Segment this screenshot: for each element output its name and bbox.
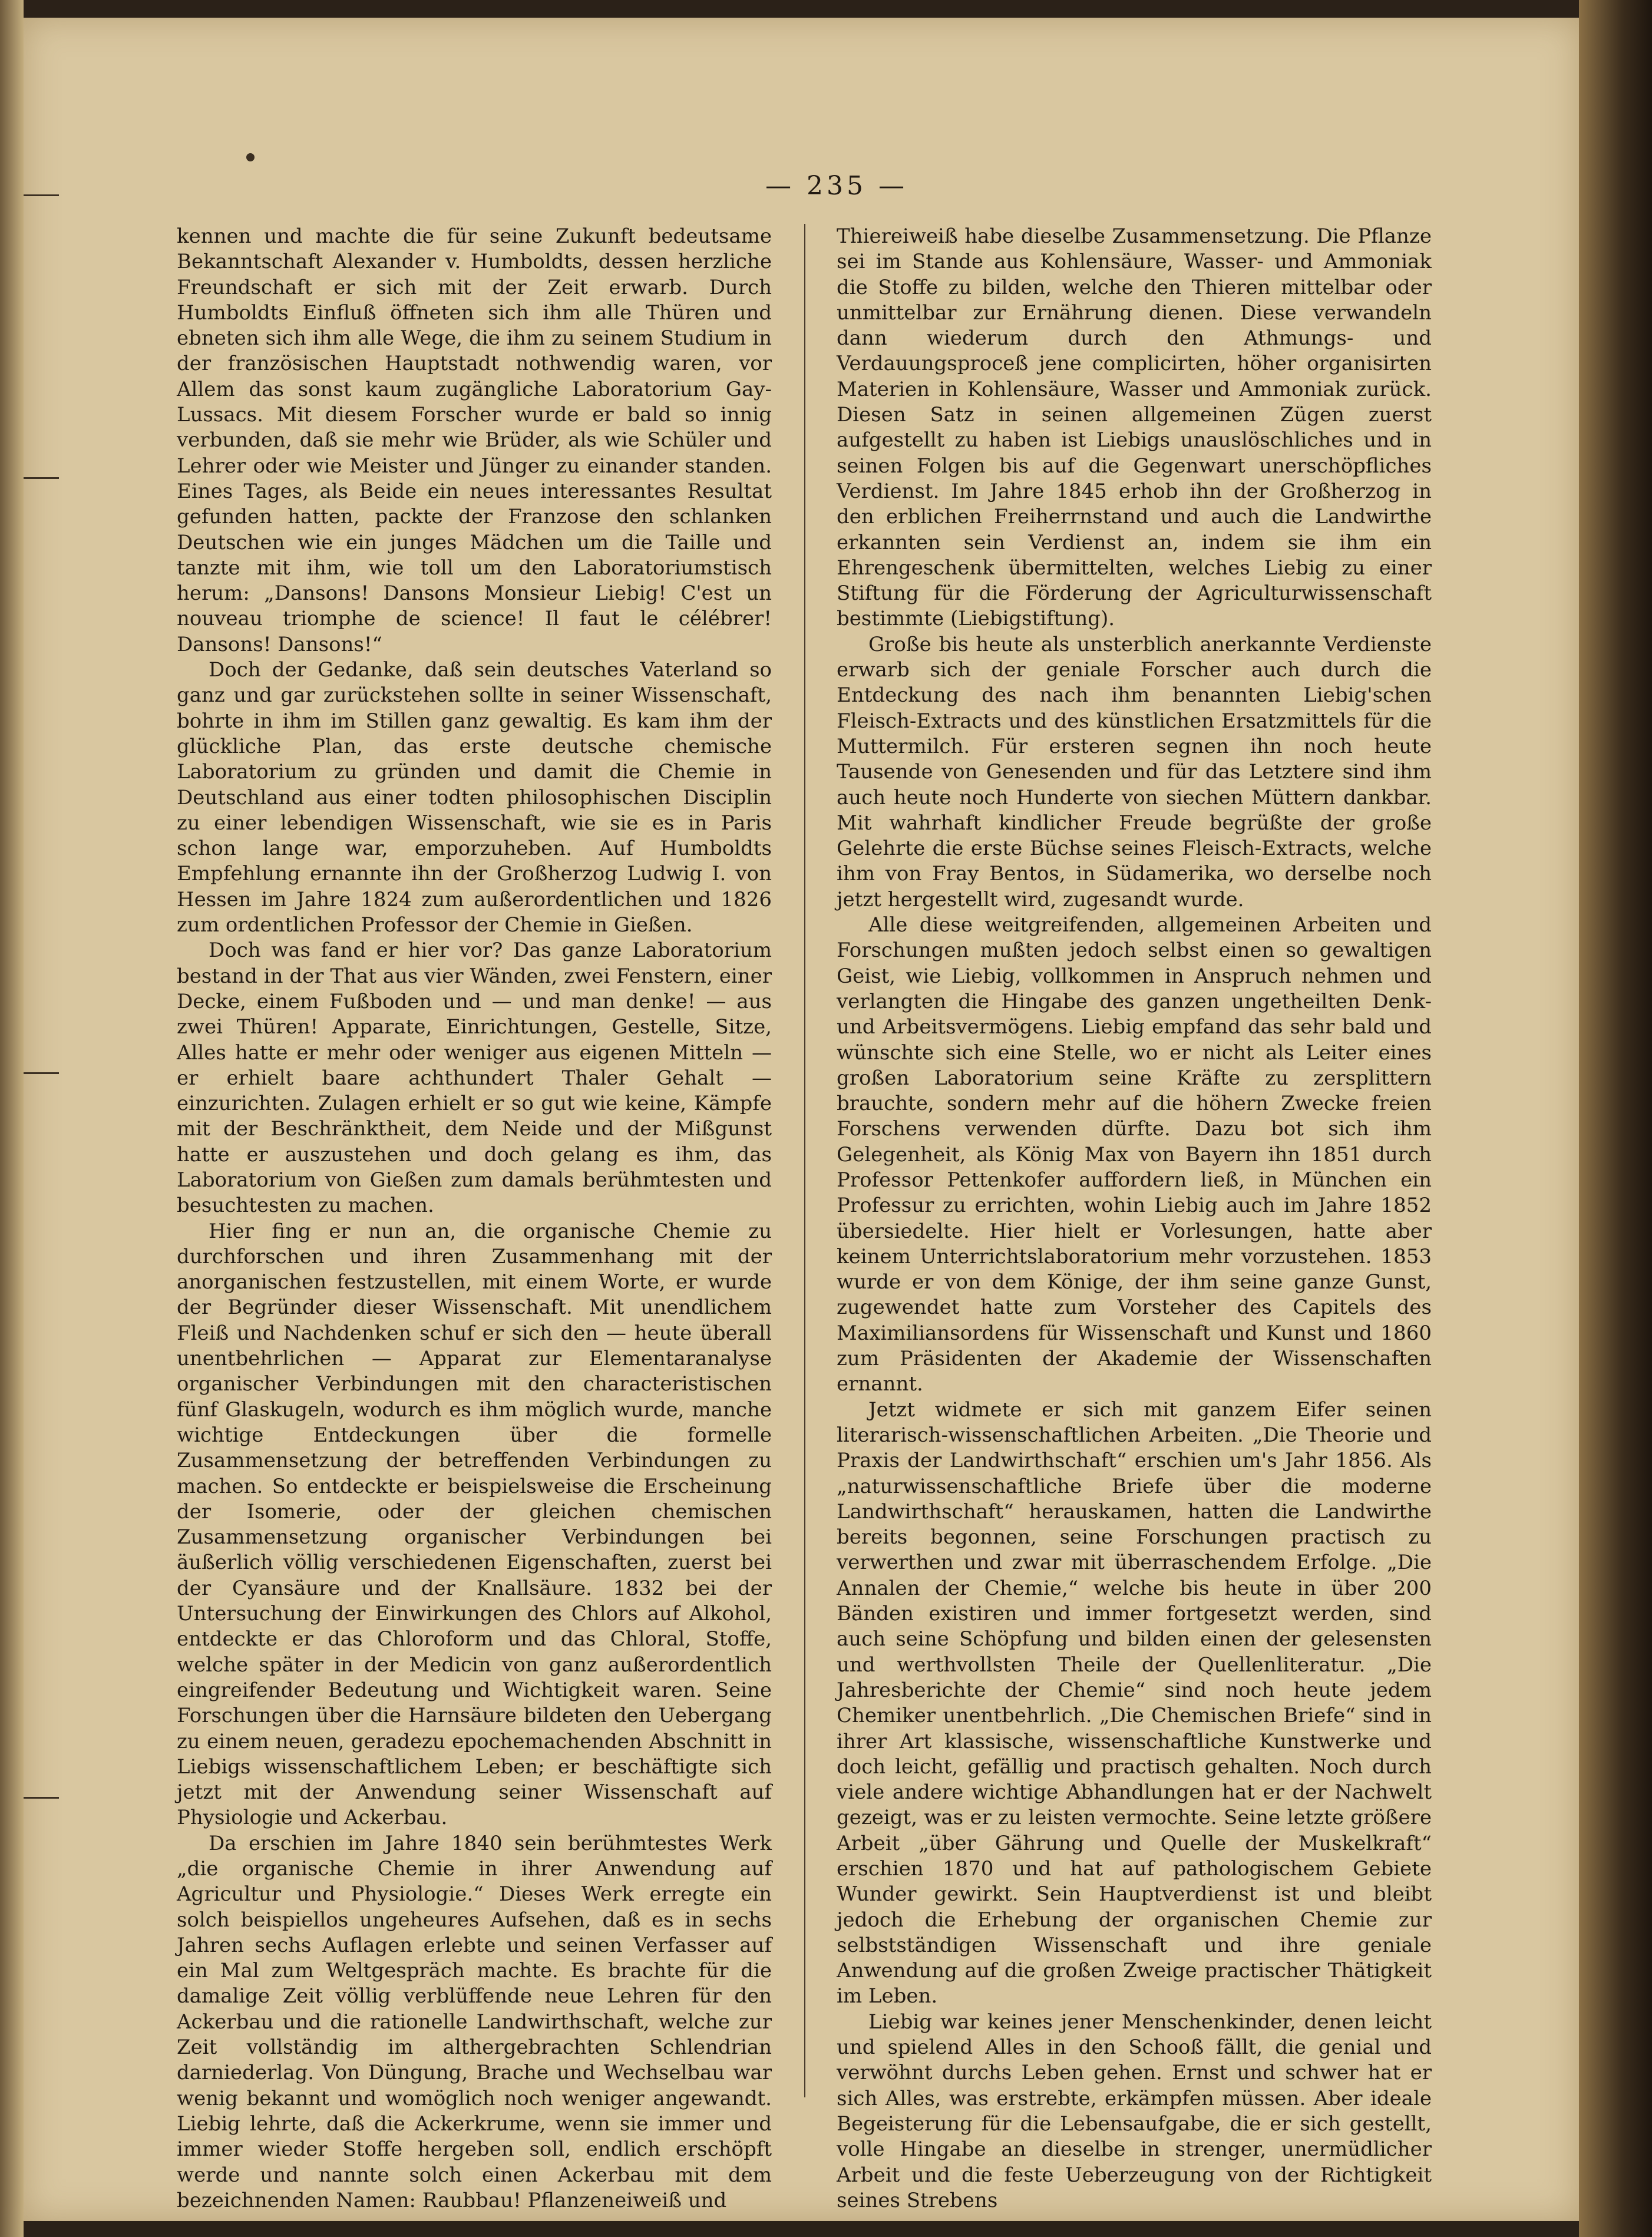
paragraph: Hier fing er nun an, die organische Chemie zu durchforschen und ihren Zusammenhang mit der anorganischen festzustellen, mit einem Worte, er wurde der Begründer dieser Wissenschaft. Mit unendlichem Fleiß und Nachdenken schuf er sich den — heute überall unentbehrlichen — Apparat zur Elementaranalyse organischer Verbindungen mit den characteristischen fünf Glaskugeln, wodurch es ihm möglich wurde, manche wichtige Entdeckungen über die formelle Zusammensetzung der betreffenden Verbindungen zu machen. So entdeckte er beispielsweise die Erscheinung der Isomerie, oder der gleichen chemischen Zusammensetzung organischer Verbindungen bei äußerlich völlig verschiedenen Eigenschaften, zuerst bei der Cyansäure und der Knallsäure. 1832 bei der Untersuchung der Einwirkungen des Chlors auf Alkohol, entdeckte er das Chloroform und das Chloral, Stoffe, welche später in der Medicin von ganz außerordentlich eingreifender Bedeutung und Wichtigkeit waren. Seine Forschungen über die Harnsäure bildeten den Uebergang zu einem neuen, geradezu epochemachenden Abschnitt in Liebigs wissenschaftlichem Leben; er beschäftigte sich jetzt mit der Anwendung seiner Wissenschaft auf Physiologie und Ackerbau. [177, 1219, 772, 1830]
ink-dot [246, 153, 255, 161]
book-edge [1579, 0, 1652, 2237]
paragraph: Thiereiweiß habe dieselbe Zusammensetzung. Die Pflanze sei im Stande aus Kohlensäure, Wasser- und Ammoniak die Stoffe zu bilden, welche den Thieren mittelbar oder unmittelbar zur Ernährung dienen. Diese verwandeln dann wiederum durch den Athmungs- und Verdauungsproceß jene complicirten, höher organisirten Materien in Kohlensäure, Wasser und Ammoniak zurück. Diesen Satz in seinen allgemeinen Zügen zuerst aufgestellt zu haben ist Liebigs unauslöschliches und in seinen Folgen bis auf die Gegenwart unerschöpfliches Verdienst. Im Jahre 1845 erhob ihn der Großherzog in den erblichen Freiherrnstand und auch die Landwirthe erkannten sein Verdienst an, indem sie ihm ein Ehrengeschenk übermittelten, welches Liebig zu einer Stiftung für die Förderung der Agriculturwissenschaft bestimmte (Liebigstiftung). [837, 224, 1432, 631]
margin-mark [24, 1797, 59, 1799]
page-number: — 235 — [765, 171, 908, 201]
paragraph: kennen und machte die für seine Zukunft bedeutsame Bekanntschaft Alexander v. Humboldts, dessen herzliche Freundschaft er sich mit der Zeit erwarb. Durch Humboldts Einfluß öffneten sich ihm alle Thüren und ebneten sich ihm alle Wege, die ihm zu seinem Studium in der französischen Hauptstadt nothwendig waren, vor Allem das sonst kaum zugängliche Laboratorium Gay-Lussacs. Mit diesem Forscher wurde er bald so innig verbunden, daß sie mehr wie Brüder, als wie Schüler und Lehrer oder wie Meister und Jünger zu einander standen. Eines Tages, als Beide ein neues interessantes Resultat gefunden hatten, packte der Franzose den schlanken Deutschen wie ein junges Mädchen um die Taille und tanzte mit ihm, wie toll um den Laboratoriumstisch herum: „Dansons! Dansons Monsieur Liebig! C'est un nouveau triomphe de science! Il faut le célébrer! Dansons! Dansons!“ [177, 224, 772, 656]
paragraph: Jetzt widmete er sich mit ganzem Eifer seinen literarisch-wissenschaftlichen Arbeiten. „Die Theorie und Praxis der Landwirthschaft“ erschien um's Jahr 1856. Als „naturwissenschaftliche Briefe über die moderne Landwirthschaft“ herauskamen, hatten die Landwirthe bereits begonnen, seine Forschungen practisch zu verwerthen und zwar mit überraschendem Erfolge. „Die Annalen der Chemie,“ welche bis heute in über 200 Bänden existiren und immer fortgesetzt werden, sind auch seine Schöpfung und bilden einen der gelesensten und werthvollsten Theile der Quellenliteratur. „Die Jahresberichte der Chemie“ sind noch heute jedem Chemiker unentbehrlich. „Die Chemischen Briefe“ sind in ihrer Art klassische, wissenschaftliche Kunstwerke und doch leicht, gefällig und practisch gehalten. Noch durch viele andere wichtige Abhandlungen hat er der Nachwelt gezeigt, was er zu leisten vermochte. Seine letzte größere Arbeit „über Gährung und Quelle der Muskelkraft“ erschien 1870 und hat auf pathologischem Gebiete Wunder gewirkt. Sein Hauptverdienst ist und bleibt jedoch die Erhebung der organischen Chemie zur selbstständigen Wissenschaft und ihre geniale Anwendung auf die großen Zweige practischer Thätigkeit im Leben. [837, 1397, 1432, 2008]
right-column [837, 224, 1432, 2213]
paragraph: Da erschien im Jahre 1840 sein berühmtestes Werk „die organische Chemie in ihrer Anwendung auf Agricultur und Physiologie.“ Dieses Werk erregte ein solch beispiellos ungeheures Aufsehen, daß es in sechs Jahren sechs Auflagen erlebte und seinen Verfasser auf ein Mal zum Weltgespräch machte. Es brachte für die damalige Zeit völlig verblüffende neue Lehren für den Ackerbau und die rationelle Landwirthschaft, welche zur Zeit vollständig im althergebrachten Schlendrian darniederlag. Von Düngung, Brache und Wechselbau war wenig bekannt und womöglich noch weniger angewandt. Liebig lehrte, daß die Ackerkrume, wenn sie immer und immer wieder Stoffe hergeben soll, endlich erschöpft werde und nannte solch einen Ackerbau mit dem bezeichnenden Namen: Raubbau! Pflanzeneiweiß und [177, 1831, 772, 2212]
margin-mark [24, 194, 59, 196]
paragraph: Doch was fand er hier vor? Das ganze Laboratorium bestand in der That aus vier Wänden, zwei Fenstern, einer Decke, einem Fußboden und — und man denke! — aus zwei Thüren! Apparate, Einrichtungen, Gestelle, Sitze, Alles hatte er mehr oder weniger aus eigenen Mitteln — er erhielt baare achthundert Thaler Gehalt — einzurichten. Zulagen erhielt er so gut wie keine, Kämpfe mit der Beschränktheit, dem Neide und der Mißgunst hatte er auszustehen und doch gelang es ihm, das Laboratorium von Gießen zum damals berühmtesten und besuchtesten zu machen. [177, 939, 772, 1218]
paragraph: Liebig war keines jener Menschenkinder, denen leicht und spielend Alles in den Schooß fällt, die genial und verwöhnt durchs Leben gehen. Ernst und schwer hat er sich Alles, was erstrebte, erkämpfen müssen. Aber ideale Begeisterung für die Lebensaufgabe, die er sich gestellt, volle Hingabe an dieselbe in strenger, unermüdlicher Arbeit und die feste Ueberzeugung von der Richtigkeit seines Strebens [837, 2010, 1432, 2212]
paragraph: Doch der Gedanke, daß sein deutsches Vaterland so ganz und gar zurückstehen sollte in seiner Wissenschaft, bohrte in ihm im Stillen ganz gewaltig. Es kam ihm der glückliche Plan, das erste deutsche chemische Laboratorium zu gründen und damit die Chemie in Deutschland aus einer todten philosophischen Disciplin zu einer lebendigen Wissenschaft, wie sie es in Paris schon lange war, emporzuheben. Auf Humboldts Empfehlung ernannte ihn der Großherzog Ludwig I. von Hessen im Jahre 1824 zum außerordentlichen und 1826 zum ordentlichen Professor der Chemie in Gießen. [177, 658, 772, 937]
book-gutter [0, 0, 24, 2237]
left-column [177, 224, 772, 2213]
margin-mark [24, 1072, 59, 1074]
paragraph: Alle diese weitgreifenden, allgemeinen Arbeiten und Forschungen mußten jedoch selbst einen so gewaltigen Geist, wie Liebig, vollkommen in Anspruch nehmen und verlangten die Hingabe des ganzen ungetheilten Denk- und Arbeitsvermögens. Liebig empfand das sehr bald und wünschte sich eine Stelle, wo er nicht als Leiter eines großen Laboratorium seine Kräfte zu zersplittern brauchte, sondern mehr auf die höhern Zwecke freien Forschens verwenden dürfte. Dazu bot sich ihm Gelegenheit, als König Max von Bayern ihn 1851 durch Professor Pettenkofer auffordern ließ, in München ein Professur zu errichten, wohin Liebig auch im Jahre 1852 übersiedelte. Hier hielt er Vorlesungen, hatte aber keinem Unterrichtslaboratorium mehr vorzustehen. 1853 wurde er von dem Könige, der ihm seine ganze Gunst, zugewendet hatte zum Vorsteher des Capitels des Maximiliansordens für Wissenschaft und Kunst und 1860 zum Präsidenten der Akademie der Wissenschaften ernannt. [837, 913, 1432, 1396]
column-divider [804, 224, 805, 2097]
margin-mark [24, 477, 59, 479]
paragraph: Große bis heute als unsterblich anerkannte Verdienste erwarb sich der geniale Forscher auch durch die Entdeckung des nach ihm benannten Liebig'schen Fleisch-Extracts und des künstlichen Ersatzmittels für die Muttermilch. Für ersteren segnen ihn noch heute Tausende von Genesenden und für das Letztere sind ihm auch heute noch Hunderte von siechen Müttern dankbar. Mit wahrhaft kindlicher Freude begrüßte der große Gelehrte die erste Büchse seines Fleisch-Extracts, welche ihm von Fray Bentos, in Südamerika, wo derselbe noch jetzt hergestellt wird, zugesandt wurde. [837, 632, 1432, 911]
